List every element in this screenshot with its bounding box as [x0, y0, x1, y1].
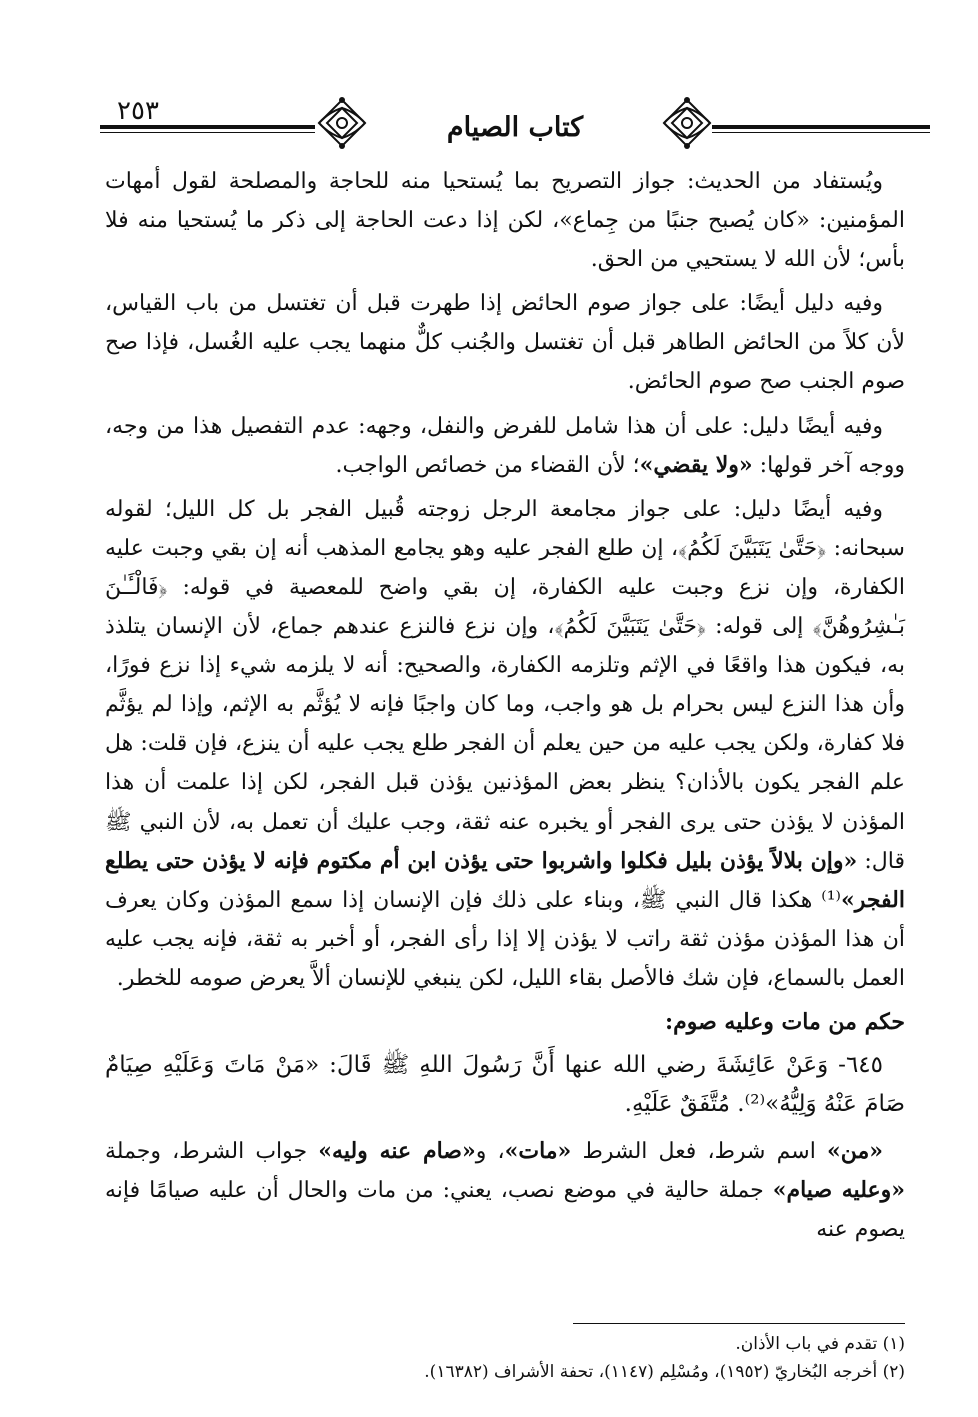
paragraph-4-text-a: وفيه أيضًا دليل: على جواز مجامعة الرجل زوجته قُبيل الفجر بل كل الليل؛ لقوله سبحانه: ﴿حَتَّىٰ يَتَبَيَّنَ لَكُمُ﴾، إن طلع الفجر عليه وهو يجامع المذهب أنه إن بقي وجبت عليه الكفارة، وإن نزع وجبت عليه الكفارة، إن بقي واضح للمعصية في قوله: ﴿فَالْـَٔـٰنَ بَـٰشِرُوهُنَّ﴾ إلى قوله: ﴿حَتَّىٰ يَتَبَيَّنَ لَكُمُ﴾، وإن نزع فالنزع عندهم جماع، لأن الإنسان يتلذذ به، فيكون هذا واقعًا في الإثم وتلزمه الكفارة، والصحيح: أنه لا يلزمه شيء إذا نزع فورًا، وأن هذا النزع ليس بحرام بل هو واجب، وما كان واجبًا فإنه لا يُؤثَّم به الإثم، وإذا لم يؤثَّم فلا كفارة، ولكن يجب عليه من حين يعلم أن الفجر طلع يجب عليه أن ينزع، فإن قلت: هل علم الفجر يكون بالأذان؟ ينظر بعض المؤذنين يؤذن قبل الفجر، لكن إذا علمت أن هذا المؤذن لا يؤذن حتى يرى الفجر أو يخبره عنه ثقة، وجب عليك أن تعمل به، لأن النبي ﷺ قال: [105, 496, 906, 874]
footnote-2: (٢) أخرجه البُخاريّ (١٩٥٢)، ومُسْلِم (١١٤٧)، تحفة الأشراف (١٦٣٨٢). [424, 1362, 905, 1382]
paragraph-5-text-e: ، و [475, 1139, 505, 1165]
chapter-title: كتاب الصيام [446, 112, 584, 143]
page-number: ٢٥٣ [117, 96, 159, 126]
paragraph-4 [105, 490, 905, 998]
header-rule-right [712, 125, 930, 133]
paragraph-3-text-c: ؛ لأن القضاء من خصائص الواجب. [335, 452, 640, 478]
footnotes [105, 1330, 905, 1386]
paragraph-5-term-sam: «صام عنه وليه» [318, 1138, 476, 1165]
header-rule-left [100, 125, 315, 133]
paragraph-3 [105, 407, 905, 485]
footnote-1: (١) تقدم في باب الأذان. [735, 1334, 905, 1354]
main-text [105, 162, 905, 1255]
paragraph-5-term-mat: «مات» [504, 1138, 572, 1165]
footnote-separator [573, 1323, 905, 1324]
paragraph-5-term-man: «من» [826, 1138, 883, 1165]
hadith-645: ٦٤٥- وَعَنْ عَائِشَةَ رضي الله عنها أَنَّ رَسُولَ اللهِ ﷺ قَالَ: «مَنْ مَاتَ وَعَلَيْهِ صِيَامٌ صَامَ عَنْهُ وَلِيُّهُ»⁽²⁾. مُتَّفَقٌ عَلَيْهِ. [105, 1052, 905, 1118]
paragraph-5-text-c: اسم شرط، فعل الشرط [571, 1139, 827, 1165]
header-ornament-left-icon [315, 96, 369, 150]
paragraph-5-term-alayh: «وعليه صيام» [772, 1177, 905, 1204]
paragraph-4-hadith-quote: «وإن بلالاً يؤذن بليل فكلوا واشربوا حتى يؤذن ابن أم مكتوم فإنه لا يؤذن حتى يطلع الفجر» [105, 847, 905, 913]
paragraph-5-text-i: جملة حالية في موضع نصب، يعني: من مات والحال أن عليه صيامًا فإنه يصوم عنه [105, 1178, 905, 1243]
paragraph-5-text-g: جواب الشرط، وجملة [105, 1139, 319, 1165]
paragraph-3-quote: «ولا يقضي» [639, 451, 753, 478]
header-ornament-right-icon [660, 96, 714, 150]
paragraph-2: وفيه دليل أيضًا: على جواز صوم الحائض إذا طهرت قبل أن تغتسل من باب القياس، لأن كلاً من الحائض الطاهر قبل أن تغتسل والجُنب كلٌّ منهما يجب عليه الغُسل، فإذا صح صوم الجنب صح صوم الحائض. [105, 291, 905, 395]
section-heading: حكم من مات وعليه صوم: [664, 1008, 905, 1035]
paragraph-3-text-a: وفيه أيضًا دليل: على أن هذا شامل للفرض والنفل، وجهه: عدم التفصيل هذا من وجه، ووجه آخر قولها: [105, 413, 905, 478]
paragraph-1: ويُستفاد من الحديث: جواز التصريح بما يُستحيا منه للحاجة والمصلحة لقول أمهات المؤمنين: «كان يُصبح جنبًا من جِماع»، لكن إذا دعت الحاجة إلى ذكر ما يُستحيا منه فلا بأس؛ لأن الله لا يستحيي من الحق. [105, 169, 905, 273]
paragraph-5 [105, 1132, 905, 1249]
paragraph-4-text-c: ⁽¹⁾ هكذا قال النبي ﷺ، وبناء على ذلك فإن الإنسان إذا سمع المؤذن وكان يعرف أن هذا المؤذن مؤذن ثقة راتب لا يؤذن إلا إذا رأى الفجر، أو أخبر به ثقة، فإنه يجب عليه العمل بالسماع، فإن شك فالأصل بقاء الليل، لكن ينبغي للإنسان ألاَّ يعرض صومه للخطر. [105, 887, 905, 991]
